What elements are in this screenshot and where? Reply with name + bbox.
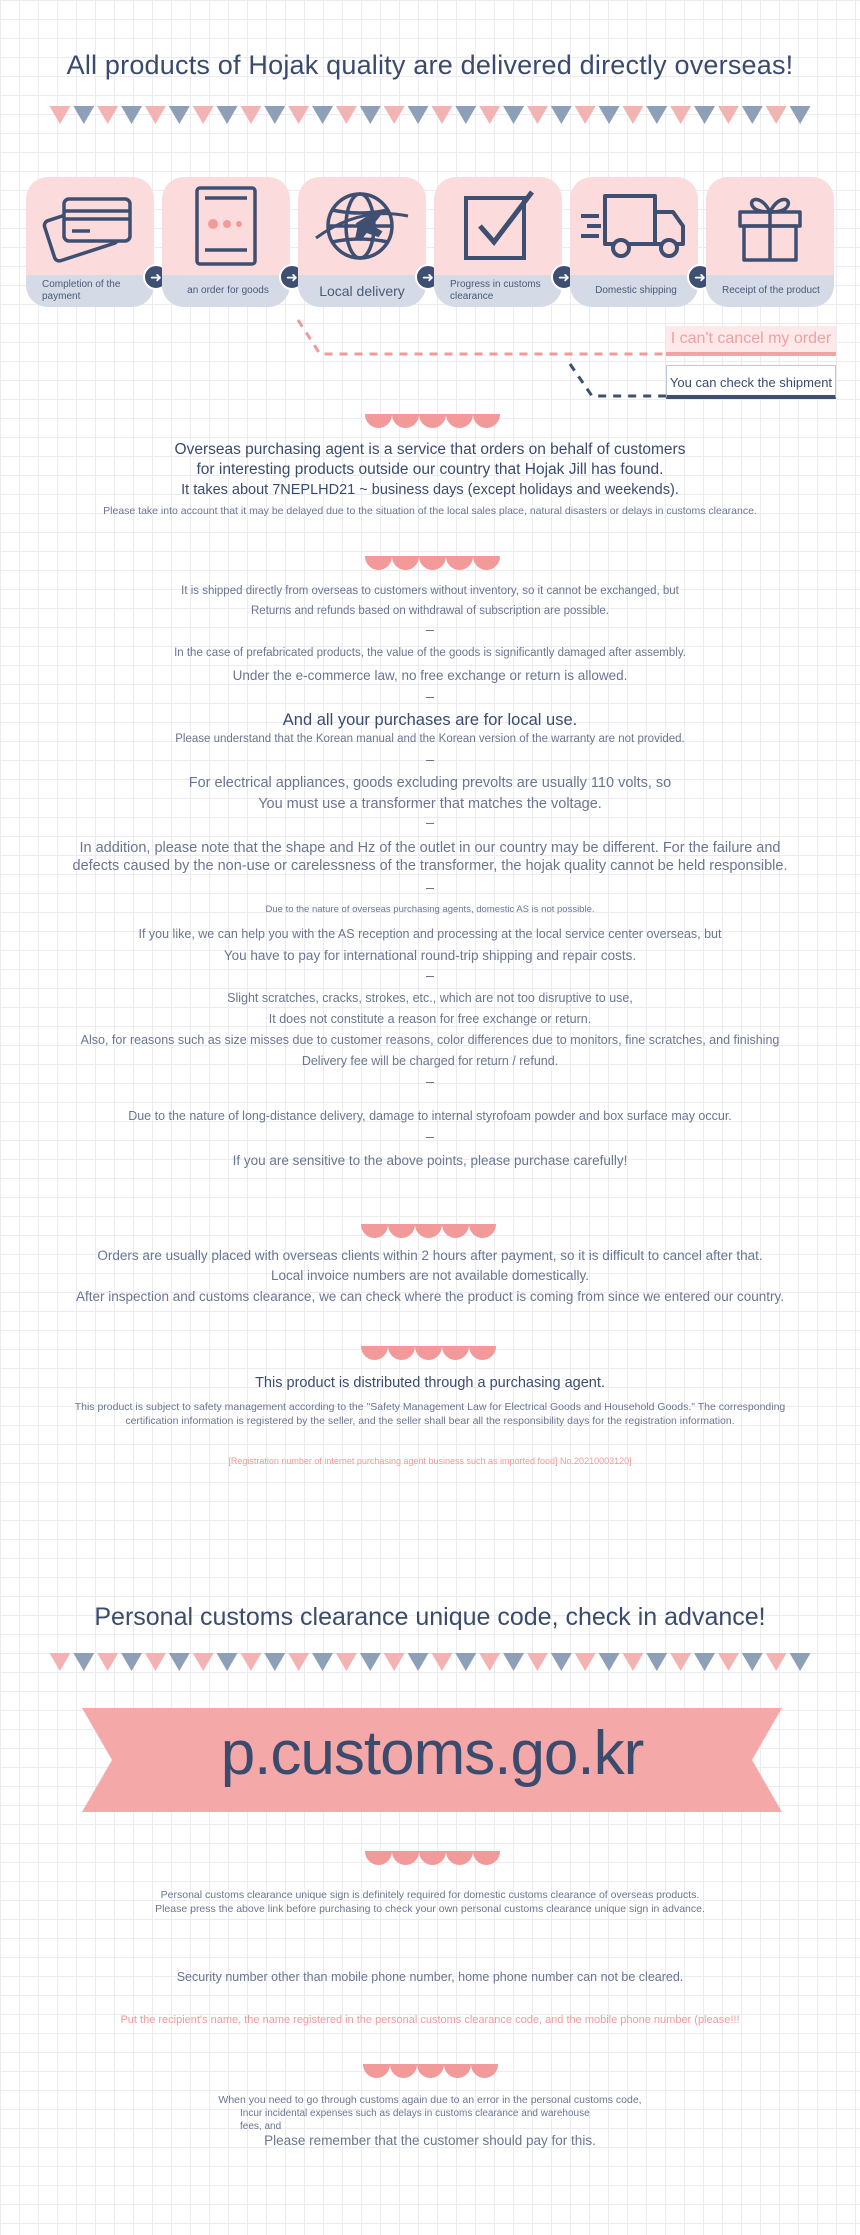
step-label: an order for goods <box>187 285 269 296</box>
arrow-right-icon: ➜ <box>143 264 169 290</box>
scallop-divider <box>363 2064 498 2080</box>
cannot-cancel-label: I can't cancel my order <box>666 326 836 356</box>
notice-line: If you like, we can help you with the AS reception and processing at the local service center overseas, but <box>138 927 722 941</box>
customs-line: Security number other than mobile phone number, home phone number can not be cleared. <box>176 1970 684 1984</box>
notice-line: In addition, please note that the shape and Hz of the outlet in our country may be different. For the failure and <box>79 840 781 856</box>
intro-note: Please take into account that it may be delayed due to the situation of the local sales place, natural disasters or delays in customs clearance. <box>103 505 757 517</box>
customs-line: Personal customs clearance unique sign is definitely required for domestic customs clearance of overseas products. <box>160 1889 700 1901</box>
notice-line: You must use a transformer that matches the voltage. <box>258 796 602 812</box>
registration-number: [Registration number of internet purchasing agent business such as imported food] No.20210003120] <box>228 1456 632 1466</box>
intro-line: It takes about 7NEPLHD21 ~ business days (except holidays and weekends). <box>181 482 679 498</box>
cancel-line: After inspection and customs clearance, we can check where the product is coming from since we entered our country. <box>75 1289 785 1304</box>
arrow-right-icon: ➜ <box>279 264 305 290</box>
notice-line: Due to the nature of long-distance delivery, damage to internal styrofoam powder and box surface may occur. <box>128 1109 732 1123</box>
agent-line: certification information is registered by the seller, and the seller shall bear all the responsibility days for the registration information. <box>125 1415 735 1427</box>
notice-line: Slight scratches, cracks, strokes, etc., which are not too disruptive to use, <box>227 991 633 1005</box>
notice-line: In the case of prefabricated products, the value of the goods is significantly damaged after assembly. <box>174 647 686 659</box>
footer-line: Incur incidental expenses such as delays in customs clearance and warehouse <box>240 2108 590 2119</box>
notice-line: defects caused by the non-use or carelessness of the transformer, the hojak quality cannot be held responsible. <box>72 858 788 874</box>
customs-warning: Put the recipient's name, the name registered in the personal customs clearance code, and the mobile phone number (please!!! <box>120 2014 740 2026</box>
intro-line: Overseas purchasing agent is a service that orders on behalf of customers <box>174 441 686 458</box>
agent-title: This product is distributed through a purchasing agent. <box>255 1375 605 1391</box>
step-receipt <box>706 177 834 307</box>
customs-title: Personal customs clearance unique code, check in advance! <box>94 1603 766 1631</box>
customs-link-banner[interactable] <box>82 1708 782 1812</box>
footer-line: fees, and <box>240 2121 282 2132</box>
step-local-delivery <box>298 177 426 307</box>
step-order <box>162 177 290 307</box>
step-label: Domestic shipping <box>595 285 677 296</box>
notice-line: Returns and refunds based on withdrawal of subscription are possible. <box>251 605 609 617</box>
notice-line: Delivery fee will be charged for return / refund. <box>301 1054 559 1068</box>
notice-line: And all your purchases are for local use. <box>282 711 578 729</box>
intro-line: for interesting products outside our country that Hojak Jill has found. <box>196 461 664 478</box>
footer-line: When you need to go through customs again due to an error in the personal customs code, <box>218 2094 642 2106</box>
scallop-divider <box>365 1851 500 1867</box>
scallop-divider <box>361 1346 496 1362</box>
page-title: All products of Hojak quality are delivered directly overseas! <box>66 50 794 80</box>
cancel-line: Orders are usually placed with overseas clients within 2 hours after payment, so it is difficult to cancel after that. <box>97 1248 763 1263</box>
notice-line: Due to the nature of overseas purchasing agents, domestic AS is not possible. <box>265 904 595 915</box>
delivery-truck-icon <box>570 183 698 269</box>
scallop-divider <box>365 556 500 572</box>
pennant-garland-bottom <box>48 1653 812 1673</box>
customs-link-text[interactable]: p.customs.go.kr <box>220 1719 644 1788</box>
scallop-divider <box>365 414 500 430</box>
notice-line: Please understand that the Korean manual and the Korean version of the warranty are not provided. <box>175 733 685 745</box>
gift-box-icon <box>706 183 834 269</box>
notice-line: If you are sensitive to the above points, please purchase carefully! <box>232 1153 628 1168</box>
arrow-right-icon: ➜ <box>551 264 577 290</box>
scallop-divider <box>361 1224 496 1240</box>
notice-line: You have to pay for international round-trip shipping and repair costs. <box>223 948 637 963</box>
shipment-check-label: You can check the shipment <box>666 365 836 399</box>
checkbox-icon <box>434 183 562 269</box>
footer-line: Please remember that the customer should pay for this. <box>264 2133 596 2148</box>
notice-line: Under the e-commerce law, no free exchange or return is allowed. <box>232 668 628 683</box>
customs-line: Please press the above link before purchasing to check your own personal customs clearance unique sign in advance. <box>155 1903 705 1915</box>
agent-line: This product is subject to safety management according to the "Safety Management Law for Electrical Goods and Household Goods." The corresponding <box>74 1401 786 1413</box>
arrow-right-icon: ➜ <box>687 264 713 290</box>
step-label: Progress in customs clearance <box>450 279 541 302</box>
step-payment <box>26 177 154 307</box>
arrow-right-icon: ➜ <box>415 264 441 290</box>
step-domestic-shipping <box>570 177 698 307</box>
notice-line: It is shipped directly from overseas to customers without inventory, so it cannot be exchanged, but <box>181 585 679 597</box>
cancel-line: Local invoice numbers are not available domestically. <box>271 1268 589 1283</box>
credit-card-icon <box>26 183 154 269</box>
order-document-icon <box>162 183 290 269</box>
pennant-garland-top <box>48 106 812 126</box>
step-label: Completion of the payment <box>42 279 121 302</box>
step-label: Local delivery <box>319 283 405 299</box>
globe-airplane-icon <box>298 183 426 269</box>
step-customs-clearance <box>434 177 562 307</box>
notice-line: Also, for reasons such as size misses due to customer reasons, color differences due to monitors, fine scratches, and finishing <box>80 1033 780 1047</box>
notice-line: For electrical appliances, goods excluding prevolts are usually 110 volts, so <box>188 775 672 791</box>
notice-line: It does not constitute a reason for free exchange or return. <box>268 1012 592 1026</box>
step-label: Receipt of the product <box>722 285 820 296</box>
